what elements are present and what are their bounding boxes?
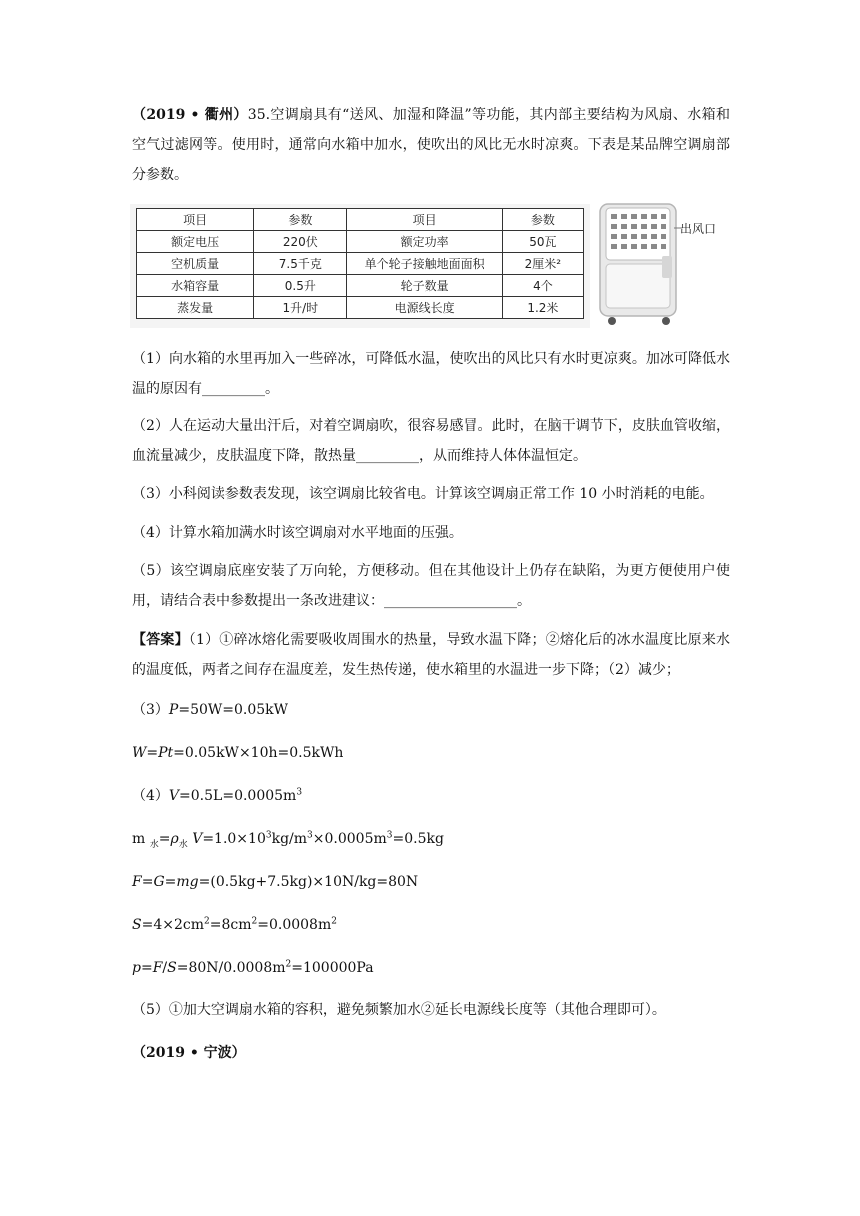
sub-question-3: （3）小科阅读参数表发现，该空调扇比较省电。计算该空调扇正常工作 10 小时消耗的电能。 — [132, 486, 714, 502]
table-header-cell: 参数 — [254, 209, 347, 231]
table-cell: 空机质量 — [137, 253, 254, 275]
table-row — [137, 297, 584, 319]
table-cell: 2厘米² — [502, 253, 583, 275]
answer-4-line-5: $p=F/S=80N/0.0008m^2=100000Pa$ — [132, 959, 374, 976]
table-cell: 0.5升 — [254, 275, 347, 297]
table-cell: 电源线长度 — [347, 297, 502, 319]
table-row — [137, 275, 584, 297]
sub-question-5: （5）该空调扇底座安装了万向轮，方便移动。但在其他设计上仍存在缺陷，为更方便使用户使用，请结合表中参数提出一条改进建议：___________________。 — [132, 563, 730, 609]
answer-4-line-2: m $_水=\rho_水$ $V=1.0\times 10^3kg/m^3\times 0.0005m^3=0.5kg$ — [132, 830, 444, 850]
answer-3-line-1: （3）P=50W=0.05kW — [132, 702, 289, 718]
table-row — [137, 253, 584, 275]
table-cell: 1.2米 — [502, 297, 583, 319]
table-cell: 单个轮子接触地面面积 — [347, 253, 502, 275]
question-intro: 空调扇具有“送风、加湿和降温”等功能，其内部主要结构为风扇、水箱和空气过滤网等。使用时，通常向水箱中加水，使吹出的风比无水时凉爽。下表是某品牌空调扇部分参数。 — [132, 107, 730, 183]
outlet-label: 出风口 — [680, 222, 717, 236]
air-cooler-illustration — [592, 198, 742, 328]
table-header-cell: 项目 — [347, 209, 502, 231]
table-header-row — [137, 209, 584, 231]
answer-3-line-2: W=Pt=0.05kW×10h=0.5kWh — [132, 745, 344, 761]
next-question-source-tag — [132, 1043, 246, 1063]
question-number: 35. — [247, 107, 271, 123]
parameter-table-figure — [130, 204, 590, 328]
table-row — [137, 231, 584, 253]
answer-block — [132, 625, 730, 685]
table-header-cell: 项目 — [137, 209, 254, 231]
sub-question-1: （1）向水箱的水里再加入一些碎冰，可降低水温，使吹出的风比只有水时更凉爽。加冰可降低水温的原因有_________。 — [132, 351, 730, 397]
table-cell: 水箱容量 — [137, 275, 254, 297]
table-cell: 蒸发量 — [137, 297, 254, 319]
next-source-tag: （2019 • 宁波） — [132, 1045, 246, 1061]
table-cell: 轮子数量 — [347, 275, 502, 297]
question-stem — [132, 100, 730, 190]
answer-part-1-2: （1）①碎冰熔化需要吸收周围水的热量，导致水温下降；②熔化后的冰水温度比原来水的温度低，两者之间存在温度差，发生热传递，使水箱里的水温进一步下降；（2）减少； — [132, 632, 731, 678]
answer-4-line-3: F=G=mg=(0.5kg+7.5kg)×10N/kg=80N — [132, 874, 419, 890]
sub-question-2: （2）人在运动大量出汗后，对着空调扇吹，很容易感冒。此时，在脑干调节下，皮肤血管收缩，血流量减少，皮肤温度下降，散热量_________，从而维持人体体温恒定。 — [132, 418, 730, 464]
table-cell: 50瓦 — [502, 231, 583, 253]
answer-5: （5）①加大空调扇水箱的容积，避免频繁加水②延长电源线长度等（其他合理即可）。 — [132, 1002, 666, 1018]
table-header-cell: 参数 — [502, 209, 583, 231]
source-tag: （2019 • 衢州） — [132, 107, 248, 123]
table-cell: 额定功率 — [347, 231, 502, 253]
answer-4-line-1: $(4)V=0.5L=0.0005m^3$ — [132, 787, 303, 804]
answer-4-prefix: （4） — [132, 788, 169, 804]
table-cell: 220伏 — [254, 231, 347, 253]
table-cell: 1升/时 — [254, 297, 347, 319]
table-cell: 7.5千克 — [254, 253, 347, 275]
parameter-table — [136, 208, 584, 319]
sub-question-4: （4）计算水箱加满水时该空调扇对水平地面的压强。 — [132, 525, 463, 541]
answer-3-prefix: （3） — [132, 702, 169, 718]
answer-4-line-4: $S=4\times 2cm^2=8cm^2=0.0008m^2$ — [132, 916, 337, 933]
table-cell: 4个 — [502, 275, 583, 297]
table-cell: 额定电压 — [137, 231, 254, 253]
answer-label: 【答案】 — [132, 632, 189, 648]
